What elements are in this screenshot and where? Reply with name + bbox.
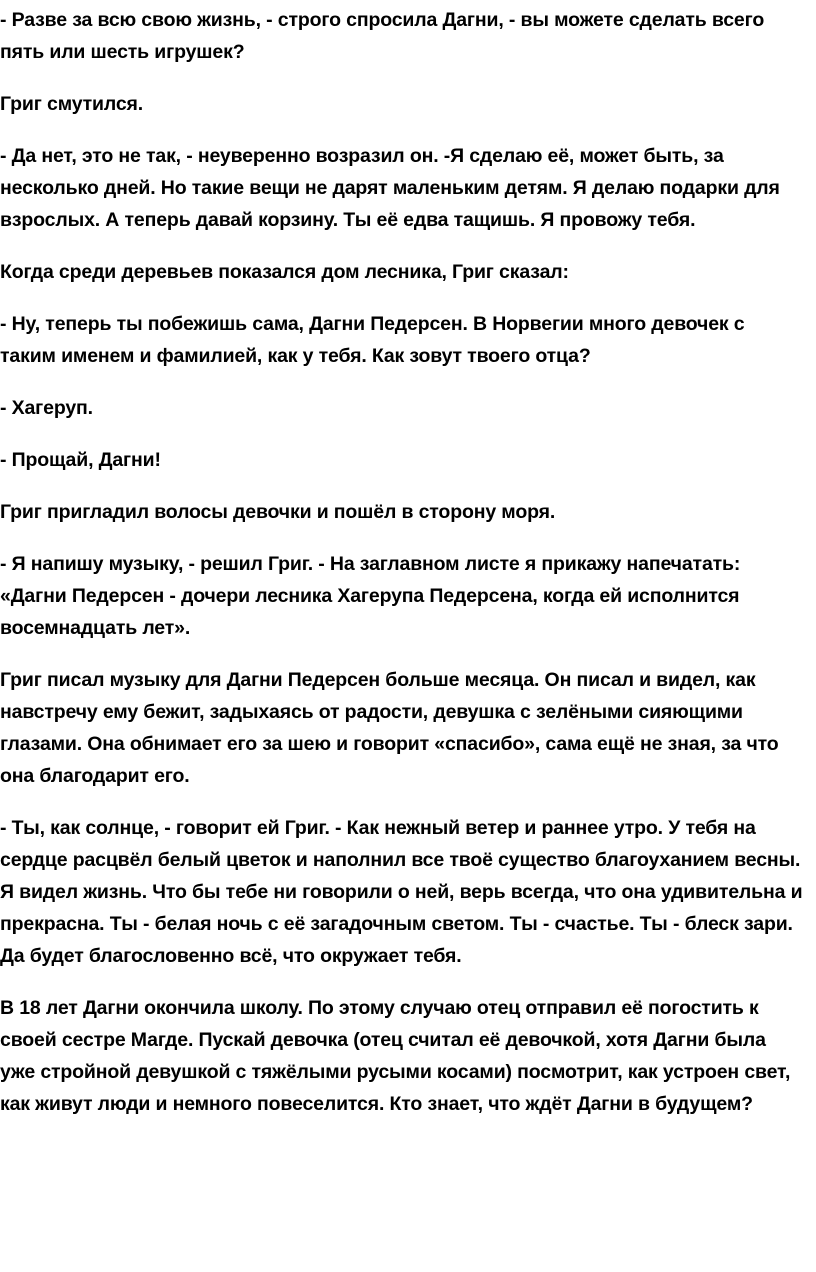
paragraph-grieg-embarrassed: Григ смутился.	[0, 93, 144, 115]
paragraph-father-name-question: - Ну, теперь ты побежишь сама, Дагни Педерсен. В Норвегии много девочек с таким именем и фамилией, как у тебя. Как зовут твоего отца?	[0, 313, 745, 367]
paragraph-farewell: - Прощай, Дагни!	[0, 449, 161, 471]
paragraph-grieg-reply: - Да нет, это не так, - неуверенно возразил он. -Я сделаю её, может быть, за несколько дней. Но такие вещи не дарят маленьким детям. Я делаю подарки для взрослых. А теперь давай корзину. Ты её едва тащишь. Я провожу тебя.	[0, 145, 780, 231]
paragraph-forester-house: Когда среди деревьев показался дом лесника, Григ сказал:	[0, 261, 569, 283]
paragraph-question: - Разве за всю свою жизнь, - строго спросила Дагни, - вы можете сделать всего пять или шесть игрушек?	[0, 9, 765, 63]
paragraph-writing-music: Григ писал музыку для Дагни Педерсен больше месяца. Он писал и видел, как навстречу ему бежит, задыхаясь от радости, девушка с зелёными сияющими глазами. Она обнимает его за шею и говорит «спасибо», сама ещё не зная, за что она благодарит его.	[0, 669, 779, 787]
paragraph-like-sun: - Ты, как солнце, - говорит ей Григ. - Как нежный ветер и раннее утро. У тебя на сердце расцвёл белый цветок и наполнил все твоё существо благоуханием весны. Я видел жизнь. Что бы тебе ни говорили о ней, верь всегда, что она удивительна и прекрасна. Ты - белая ночь с её загадочным светом. Ты - счастье. Ты - блеск зари. Да будет благословенно всё, что окружает тебя.	[0, 817, 803, 967]
paragraph-dedication: - Я напишу музыку, - решил Григ. - На заглавном листе я прикажу напечатать: «Дагни Педерсен - дочери лесника Хагерупа Педерсена, когда ей исполнится восемнадцать лет».	[0, 553, 741, 639]
paragraph-dagni-eighteen: В 18 лет Дагни окончила школу. По этому случаю отец отправил её погостить к своей сестре Магде. Пускай девочка (отец считал её девочкой, хотя Дагни была уже стройной девушкой с тяжёлыми русыми косами) посмотрит, как устроен свет, как живут люди и немного повеселится. Кто знает, что ждёт Дагни в будущем?	[0, 997, 791, 1115]
paragraph-hagerup: - Хагеруп.	[0, 397, 93, 419]
paragraph-grieg-leaves: Григ пригладил волосы девочки и пошёл в сторону моря.	[0, 501, 556, 523]
